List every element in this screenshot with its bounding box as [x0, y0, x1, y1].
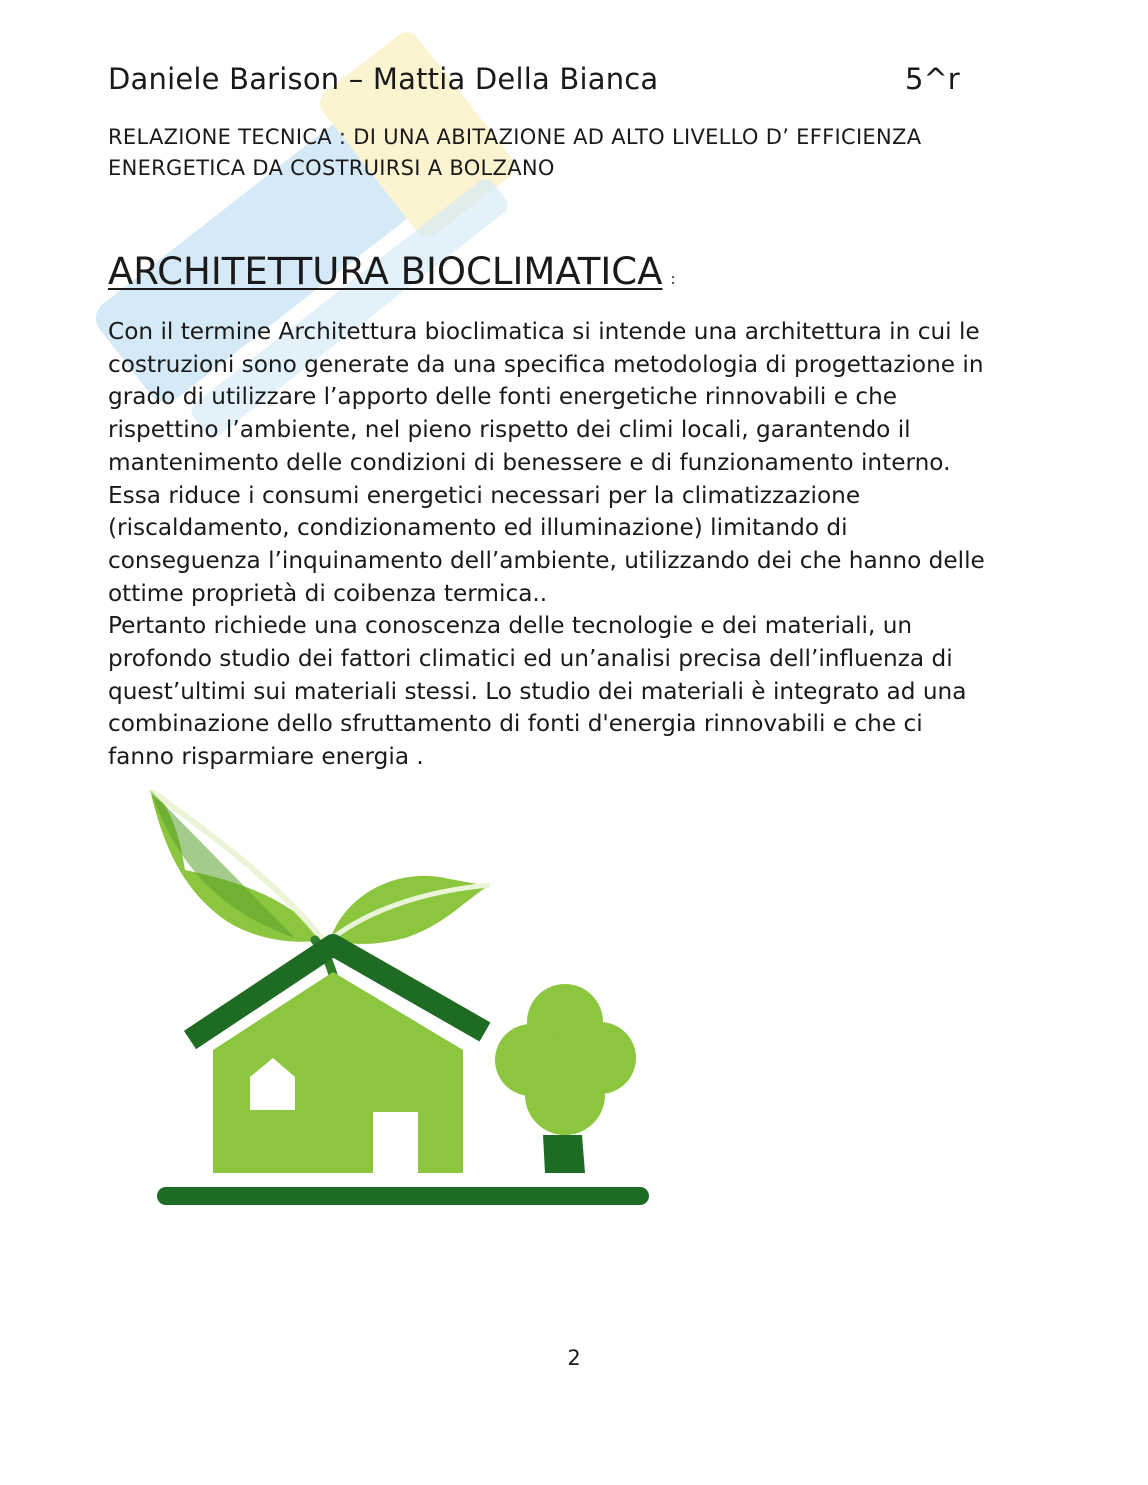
report-subtitle: [108, 122, 1038, 184]
tree-trunk: [543, 1135, 585, 1173]
body-line: grado di utilizzare l’apporto delle fonti energetiche rinnovabili e che: [108, 383, 898, 411]
body-line: (riscaldamento, condizionamento ed illuminazione) limitando di: [108, 514, 848, 542]
authors: Daniele Barison – Mattia Della Bianca: [108, 62, 659, 96]
subtitle-line: ENERGETICA DA COSTRUIRSI A BOLZANO: [108, 156, 555, 180]
eco-house-icon: [145, 790, 665, 1215]
body-line: costruzioni sono generate da una specifica metodologia di progettazione in: [108, 350, 984, 378]
body-line: Essa riduce i consumi energetici necessari per la climatizzazione: [108, 481, 861, 509]
body-line: quest’ultimi sui materiali stessi. Lo studio dei materiali è integrato ad una: [108, 677, 967, 705]
body-line: profondo studio dei fattori climatici ed un’analisi precisa dell’influenza di: [108, 645, 953, 673]
section-heading: [108, 250, 676, 293]
class-label: 5^r: [905, 62, 960, 96]
body-line: rispettino l’ambiente, nel pieno rispetto dei climi locali, garantendo il: [108, 416, 911, 444]
body-line: Con il termine Architettura bioclimatica si intende una architettura in cui le: [108, 318, 980, 345]
body-line: ottime proprietà di coibenza termica..: [108, 579, 548, 607]
ground-line: [157, 1187, 649, 1205]
body-line: mantenimento delle condizioni di benessere e di funzionamento interno.: [108, 448, 951, 476]
section-heading-text: ARCHITETTURA BIOCLIMATICA: [108, 250, 663, 293]
section-heading-colon: :: [670, 270, 676, 288]
body-line: conseguenza l’inquinamento dell’ambiente, utilizzando dei che hanno delle: [108, 546, 985, 574]
section-body: [108, 316, 1048, 774]
page-number: 2: [567, 1346, 581, 1370]
body-line: combinazione dello sfruttamento di fonti d'energia rinnovabili e che ci: [108, 710, 923, 738]
house-door: [373, 1112, 418, 1173]
body-line: fanno risparmiare energia .: [108, 743, 424, 771]
body-line: Pertanto richiede una conoscenza delle tecnologie e dei materiali, un: [108, 612, 913, 640]
subtitle-line: RELAZIONE TECNICA : DI UNA ABITAZIONE AD ALTO LIVELLO D’ EFFICIENZA: [108, 125, 922, 149]
big-leaf: [150, 790, 323, 942]
